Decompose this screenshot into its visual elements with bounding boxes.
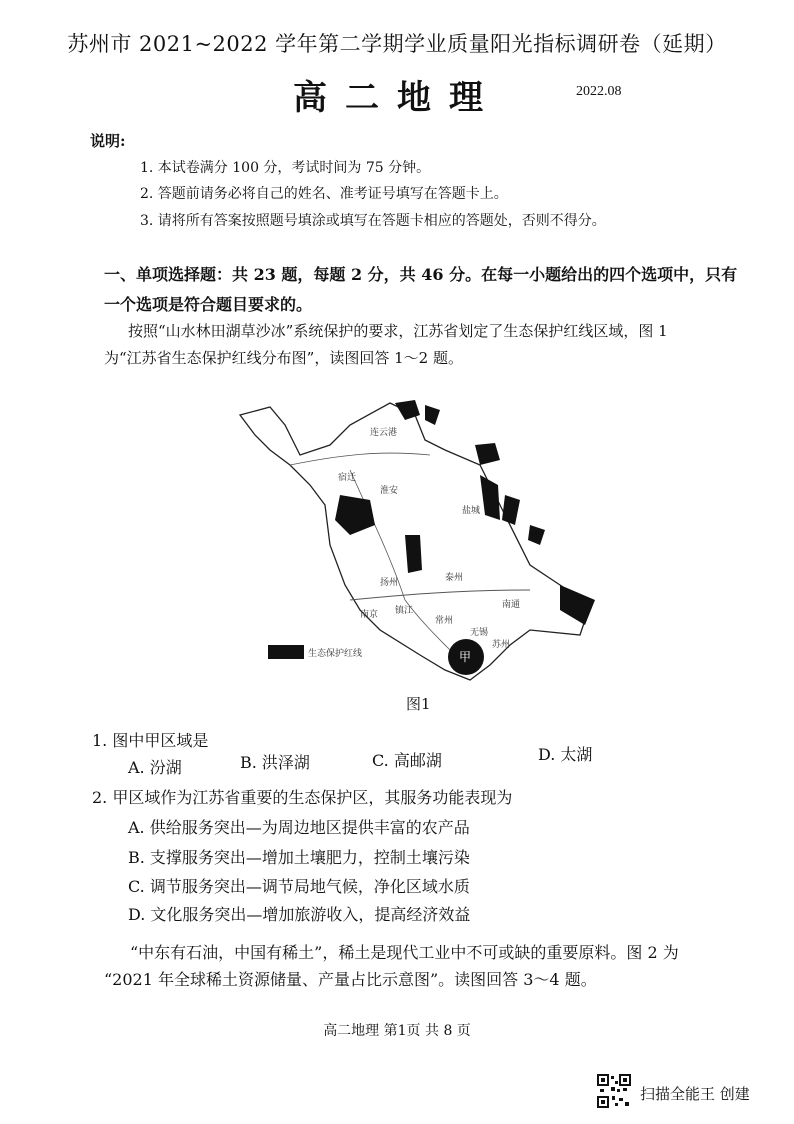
instruction-item: 3. 请将所有答案按照题号填涂或填写在答题卡相应的答题处，否则不得分。 (140, 213, 606, 229)
place-label: 镇江 (395, 606, 414, 616)
eco-zone (480, 475, 500, 520)
instruction-item: 1. 本试卷满分 100 分，考试时间为 75 分钟。 (140, 160, 431, 176)
option: B. 洪泽湖 (240, 753, 310, 772)
instructions-label: 说明: (90, 132, 126, 150)
eco-zone (528, 525, 545, 545)
question-stem: 甲区域作为江苏省重要的生态保护区，其服务功能表现为 (112, 788, 513, 807)
place-label: 淮安 (380, 486, 399, 496)
eco-zone (335, 495, 375, 535)
jiangsu-ecological-map (230, 395, 610, 695)
subject-title: 高二地理 (293, 78, 501, 118)
section-heading-cont: 一个选项是符合题目要求的。 (104, 295, 313, 314)
place-label: 宿迁 (338, 473, 357, 483)
intro-text: “中东有石油，中国有稀土”，稀土是现代工业中不可或缺的重要原料。图 2 为 (130, 943, 679, 962)
option: A. 供给服务突出—为周边地区提供丰富的农产品 (128, 818, 470, 837)
intro-text: 按照“山水林田湖草沙冰”系统保护的要求，江苏省划定了生态保护红线区域，图 1 (128, 322, 668, 340)
exam-date: 2022.08 (576, 84, 622, 99)
intro-text-cont: 为“江苏省生态保护红线分布图”，读图回答 1～2 题。 (104, 349, 463, 367)
place-label: 南京 (360, 610, 379, 620)
figure-caption: 图1 (406, 695, 431, 713)
intro-text-cont: “2021 年全球稀土资源储量、产量占比示意图”。读图回答 3～4 题。 (104, 970, 597, 989)
place-label: 苏州 (492, 640, 511, 650)
option: D. 太湖 (538, 745, 593, 764)
eco-zone (405, 535, 422, 573)
option: B. 支撑服务突出—增加土壤肥力，控制土壤污染 (128, 848, 470, 867)
place-label: 常州 (435, 616, 454, 626)
eco-zone (502, 495, 520, 525)
yangtze-line (350, 590, 530, 600)
legend-label: 生态保护红线 (308, 649, 363, 659)
region-jia-label: 甲 (459, 650, 472, 664)
place-label: 泰州 (445, 573, 464, 583)
place-label: 南通 (502, 600, 521, 610)
option: D. 文化服务突出—增加旅游收入，提高经济效益 (128, 905, 471, 924)
instruction-item: 2. 答题前请务必将自己的姓名、准考证号填写在答题卡上。 (140, 186, 508, 202)
exam-header: 苏州市 2021~2022 学年第二学期学业质量阳光指标调研卷（延期） (67, 32, 727, 56)
option: A. 汾湖 (128, 758, 182, 777)
eco-zone (560, 585, 595, 625)
eco-zone (425, 405, 440, 425)
legend-swatch (268, 645, 304, 659)
place-label: 连云港 (370, 428, 398, 438)
option: C. 调节服务突出—调节局地气候，净化区域水质 (128, 877, 470, 896)
question-number: 1. (92, 731, 108, 750)
place-label: 盐城 (462, 506, 481, 516)
question-1 (92, 728, 208, 751)
canal-line (290, 453, 430, 465)
question-2 (92, 785, 512, 808)
section-heading: 一、单项选择题：共 23 题，每题 2 分，共 46 分。在每一小题给出的四个选项中，只有 (104, 265, 738, 284)
scanner-watermark: 扫描全能王 创建 (640, 1085, 750, 1103)
place-label: 无锡 (470, 628, 489, 638)
eco-zone (475, 443, 500, 465)
place-label: 扬州 (380, 578, 399, 588)
question-stem: 图中甲区域是 (112, 731, 209, 750)
qr-code-icon (597, 1074, 631, 1108)
question-number: 2. (92, 788, 108, 807)
page-footer: 高二地理 第1页 共 8 页 (323, 1023, 471, 1039)
option: C. 高邮湖 (372, 751, 442, 770)
